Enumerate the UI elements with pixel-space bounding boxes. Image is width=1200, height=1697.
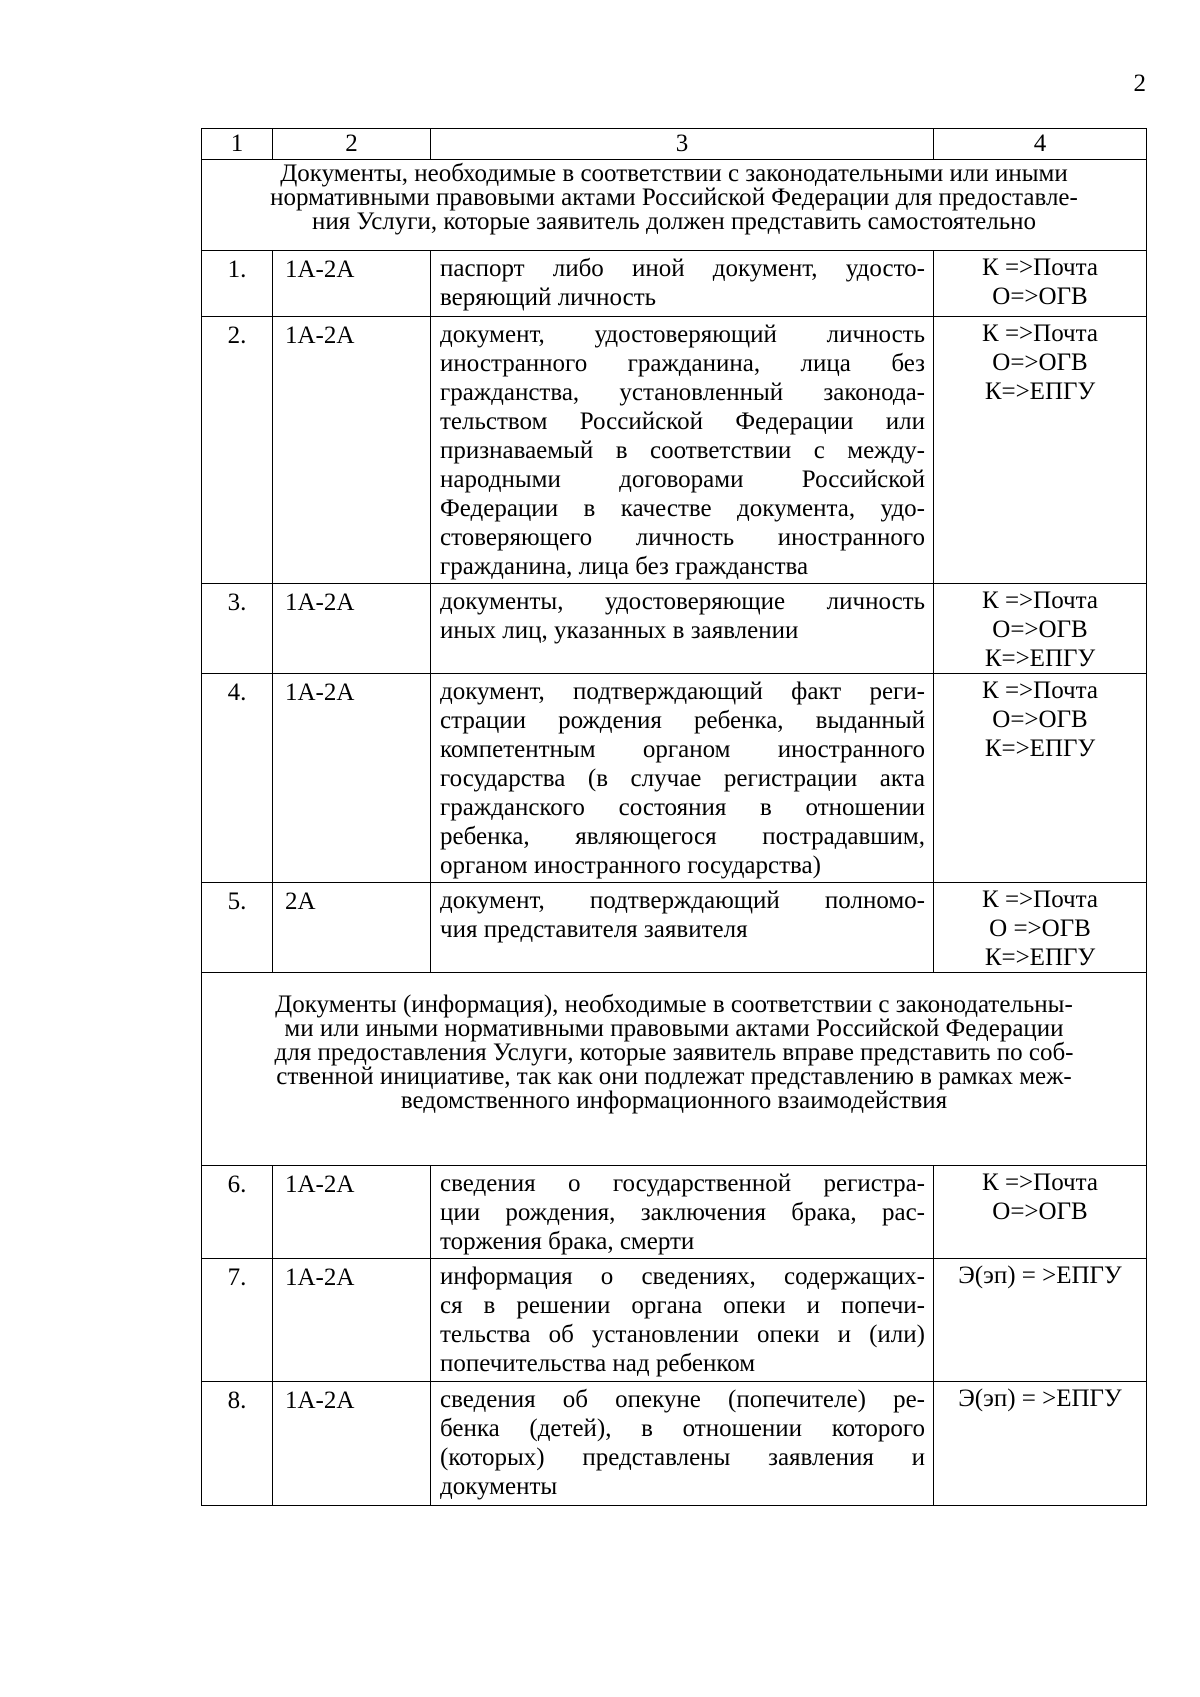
section-heading-row [202, 160, 1147, 251]
channel-line: О=>ОГВ [992, 706, 1088, 733]
section-heading-line: ведомственного информационного взаимодействия [400, 1087, 948, 1114]
table-row [202, 1259, 1147, 1382]
channel-line: О =>ОГВ [989, 915, 1091, 942]
applicant-code: 1А-2А [273, 251, 431, 317]
section-heading-line: нормативными правовыми актами Российской Федерации для предоставле- [270, 184, 1078, 211]
channel-line: К=>ЕПГУ [984, 645, 1096, 672]
row-number: 5. [202, 883, 273, 973]
channel-line: К =>Почта [982, 254, 1098, 281]
description-line: тельства об установлении опеки и (или) [440, 1321, 925, 1348]
description-line: ции рождения, заключения брака, рас- [440, 1199, 925, 1226]
description-line: документы [440, 1473, 558, 1500]
section-heading-line: ственной инициативе, так как они подлежат представлению в рамках меж- [276, 1063, 1072, 1090]
description-line: чия представителя заявителя [440, 916, 748, 943]
description-line: сведения об опекуне (попечителе) ре- [440, 1386, 925, 1413]
channel-line: К=>ЕПГУ [984, 378, 1096, 405]
description-line: документы, удостоверяющие личность [440, 588, 925, 615]
document-description [431, 1382, 934, 1506]
description-line: иных лиц, указанных в заявлении [440, 617, 799, 644]
description-line: попечительства над ребенком [440, 1350, 756, 1377]
description-line: документ, удостоверяющий личность [440, 321, 925, 348]
description-line: иностранного гражданина, лица без [440, 350, 925, 377]
applicant-code: 1А-2А [273, 317, 431, 584]
submission-channels [934, 1259, 1147, 1382]
header-cell: 3 [431, 129, 934, 160]
description-line: стоверяющего личность иностранного [440, 524, 925, 551]
table-row [202, 251, 1147, 317]
applicant-code: 1А-2А [273, 1382, 431, 1506]
description-line: документ, подтверждающий факт реги- [440, 678, 925, 705]
row-number: 8. [202, 1382, 273, 1506]
documents-table [201, 128, 1147, 1506]
description-line: ребенка, являющегося пострадавшим, [440, 823, 925, 850]
description-line: бенка (детей), в отношении которого [440, 1415, 925, 1442]
description-line: государства (в случае регистрации акта [440, 765, 925, 792]
row-number: 6. [202, 1166, 273, 1259]
document-description [431, 674, 934, 883]
page-number: 2 [1133, 70, 1146, 97]
description-line: ся в решении органа опеки и попечи- [440, 1292, 925, 1319]
channel-line: Э(эп) = >ЕПГУ [958, 1262, 1122, 1289]
row-number: 3. [202, 584, 273, 674]
description-line: органом иностранного государства) [440, 852, 821, 879]
section-heading-line: для предоставления Услуги, которые заявитель вправе представить по соб- [274, 1039, 1074, 1066]
section-heading-line: ми или иными нормативными правовыми актами Российской Федерации [284, 1015, 1064, 1042]
channel-line: Э(эп) = >ЕПГУ [958, 1385, 1122, 1412]
row-number: 7. [202, 1259, 273, 1382]
header-cell: 1 [202, 129, 273, 160]
applicant-code: 1А-2А [273, 1259, 431, 1382]
channel-line: К =>Почта [982, 1169, 1098, 1196]
section-heading-row [202, 973, 1147, 1166]
document-description [431, 1166, 934, 1259]
section-heading-optional [202, 973, 1147, 1166]
applicant-code: 1А-2А [273, 584, 431, 674]
description-line: признаваемый в соответствии с между- [440, 437, 925, 464]
header-cell: 2 [273, 129, 431, 160]
channel-line: О=>ОГВ [992, 1198, 1088, 1225]
applicant-code: 1А-2А [273, 1166, 431, 1259]
description-line: гражданства, установленный законода- [440, 379, 925, 406]
description-line: народными договорами Российской [440, 466, 925, 493]
section-heading-line: ния Услуги, которые заявитель должен представить самостоятельно [311, 208, 1036, 235]
document-description [431, 317, 934, 584]
description-line: гражданина, лица без гражданства [440, 553, 809, 580]
channel-line: К =>Почта [982, 320, 1098, 347]
section-heading-required [202, 160, 1147, 251]
table-header-row [202, 129, 1147, 160]
description-line: паспорт либо иной документ, удосто- [440, 255, 925, 282]
submission-channels [934, 1166, 1147, 1259]
description-line: (которых) представлены заявления и [440, 1444, 925, 1471]
submission-channels [934, 1382, 1147, 1506]
submission-channels [934, 883, 1147, 973]
channel-line: О=>ОГВ [992, 616, 1088, 643]
channel-line: К=>ЕПГУ [984, 944, 1096, 971]
applicant-code: 2А [273, 883, 431, 973]
table-row [202, 1166, 1147, 1259]
channel-line: К=>ЕПГУ [984, 735, 1096, 762]
channel-line: К =>Почта [982, 886, 1098, 913]
description-line: торжения брака, смерти [440, 1228, 695, 1255]
description-line: веряющий личность [440, 284, 657, 311]
submission-channels [934, 251, 1147, 317]
description-line: компетентным органом иностранного [440, 736, 925, 763]
submission-channels [934, 584, 1147, 674]
submission-channels [934, 317, 1147, 584]
channel-line: О=>ОГВ [992, 349, 1088, 376]
submission-channels [934, 674, 1147, 883]
description-line: сведения о государственной регистра- [440, 1170, 925, 1197]
section-heading-line: Документы, необходимые в соответствии с законодательными или иными [280, 160, 1068, 187]
optional-documents-rows [202, 1166, 1147, 1506]
document-description [431, 584, 934, 674]
document-description [431, 251, 934, 317]
description-line: страции рождения ребенка, выданный [440, 707, 925, 734]
row-number: 2. [202, 317, 273, 584]
table-row [202, 883, 1147, 973]
section-heading-line: Документы (информация), необходимые в соответствии с законодательны- [275, 991, 1073, 1018]
row-number: 1. [202, 251, 273, 317]
description-line: Федерации в качестве документа, удо- [440, 495, 925, 522]
table-row [202, 1382, 1147, 1506]
table-row [202, 674, 1147, 883]
description-line: гражданского состояния в отношении [440, 794, 925, 821]
channel-line: О=>ОГВ [992, 283, 1088, 310]
channel-line: К =>Почта [982, 587, 1098, 614]
channel-line: К =>Почта [982, 677, 1098, 704]
document-description [431, 1259, 934, 1382]
description-line: документ, подтверждающий полномо- [440, 887, 925, 914]
document-description [431, 883, 934, 973]
required-documents-rows [202, 251, 1147, 973]
description-line: тельством Российской Федерации или [440, 408, 925, 435]
table-row [202, 584, 1147, 674]
description-line: информация о сведениях, содержащих- [440, 1263, 925, 1290]
table-row [202, 317, 1147, 584]
header-cell: 4 [934, 129, 1147, 160]
row-number: 4. [202, 674, 273, 883]
applicant-code: 1А-2А [273, 674, 431, 883]
